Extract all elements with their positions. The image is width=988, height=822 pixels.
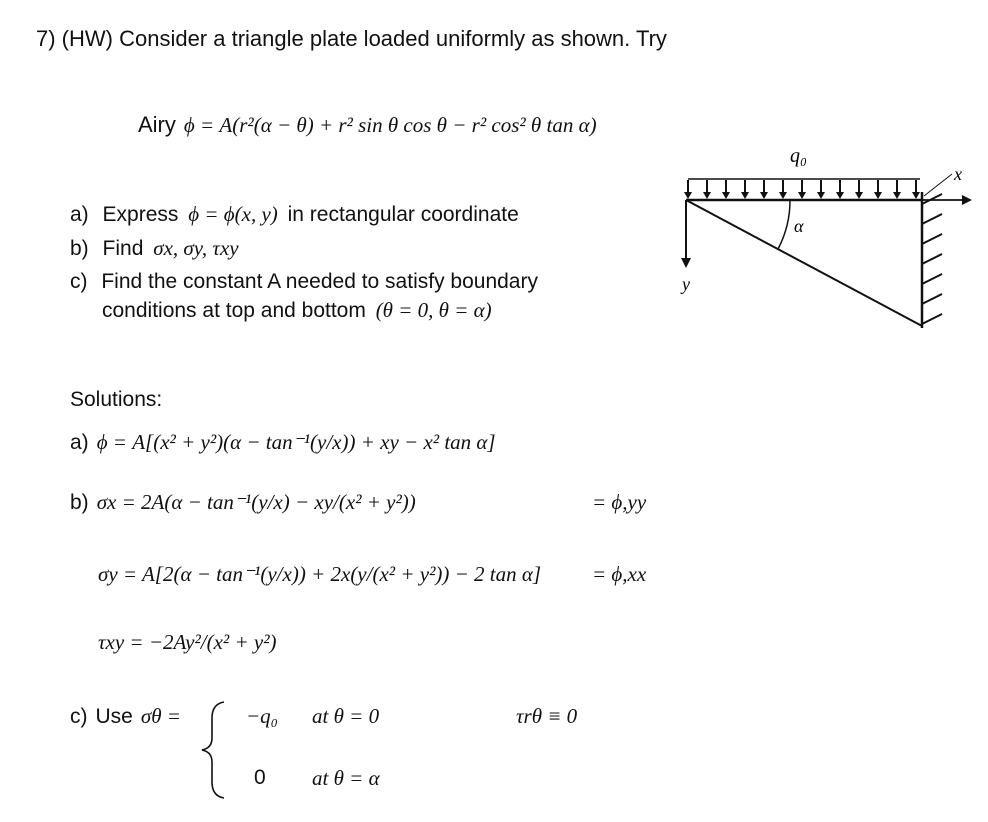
tau-xy-formula: τxy = −2Ay²/(x² + y²) — [98, 630, 277, 654]
task-a-marker: a) — [70, 203, 89, 226]
sigma-x-formula: σx = 2A(α − tan⁻¹(y/x) − xy/(x² + y²)) — [96, 490, 416, 514]
sigma-y-equivalence: = ϕ,xx — [592, 562, 647, 586]
case1-condition: at θ = 0 — [312, 704, 380, 728]
airy-function — [138, 112, 597, 138]
task-b — [70, 236, 239, 261]
sigma-theta-label: σθ = — [140, 704, 181, 728]
load-label: q₀ — [790, 145, 807, 167]
task-c-line2 — [102, 298, 492, 323]
case2-value: 0 — [254, 766, 266, 789]
solution-a-marker: a) — [70, 431, 89, 454]
airy-label: Airy — [138, 112, 176, 137]
task-c-text: Find the constant A needed to satisfy boundary — [101, 270, 538, 293]
task-a-rest: in rectangular coordinate — [287, 203, 519, 226]
task-c-math: (θ = 0, θ = α) — [375, 298, 492, 322]
y-axis-label: y — [682, 274, 690, 294]
solutions-heading: Solutions: — [70, 388, 163, 411]
task-a-text: Express — [102, 203, 179, 226]
task-c — [70, 270, 538, 294]
solution-a — [70, 430, 496, 455]
case2-condition: at θ = α — [312, 766, 380, 790]
task-c-line2-text: conditions at top and bottom — [102, 299, 366, 322]
problem-title: 7) (HW) Consider a triangle plate loaded uniformly as shown. Try — [36, 26, 667, 51]
task-a — [70, 202, 519, 227]
solution-b-marker: b) — [70, 491, 89, 514]
airy-formula: ϕ = A(r²(α − θ) + r² sin θ cos θ − r² cos² θ tan α) — [183, 113, 597, 137]
tau-r-theta: τrθ ≡ 0 — [516, 704, 578, 728]
solution-b-sigma-x — [70, 490, 416, 515]
angle-label: α — [794, 216, 804, 236]
x-axis-label: x — [954, 164, 962, 184]
task-b-marker: b) — [70, 237, 89, 260]
task-b-text: Find — [102, 237, 144, 260]
solution-a-formula: ϕ = A[(x² + y²)(α − tan⁻¹(y/x)) + xy − x² tan α] — [96, 430, 496, 454]
solution-c-use: Use — [95, 705, 133, 728]
task-a-math: ϕ = ϕ(x, y) — [188, 202, 278, 226]
task-b-math: σx, σy, τxy — [153, 236, 239, 260]
piecewise-brace — [198, 700, 232, 800]
solution-c — [70, 704, 181, 729]
case1-value: −q₀ — [246, 704, 278, 728]
solution-c-marker: c) — [70, 705, 88, 728]
triangle-plate-figure — [672, 136, 982, 336]
task-c-marker: c) — [70, 270, 88, 293]
sigma-y-formula: σy = A[2(α − tan⁻¹(y/x)) + 2x(y/(x² + y²)) − 2 tan α] — [98, 562, 542, 586]
sigma-x-equivalence: = ϕ,yy — [592, 490, 647, 514]
